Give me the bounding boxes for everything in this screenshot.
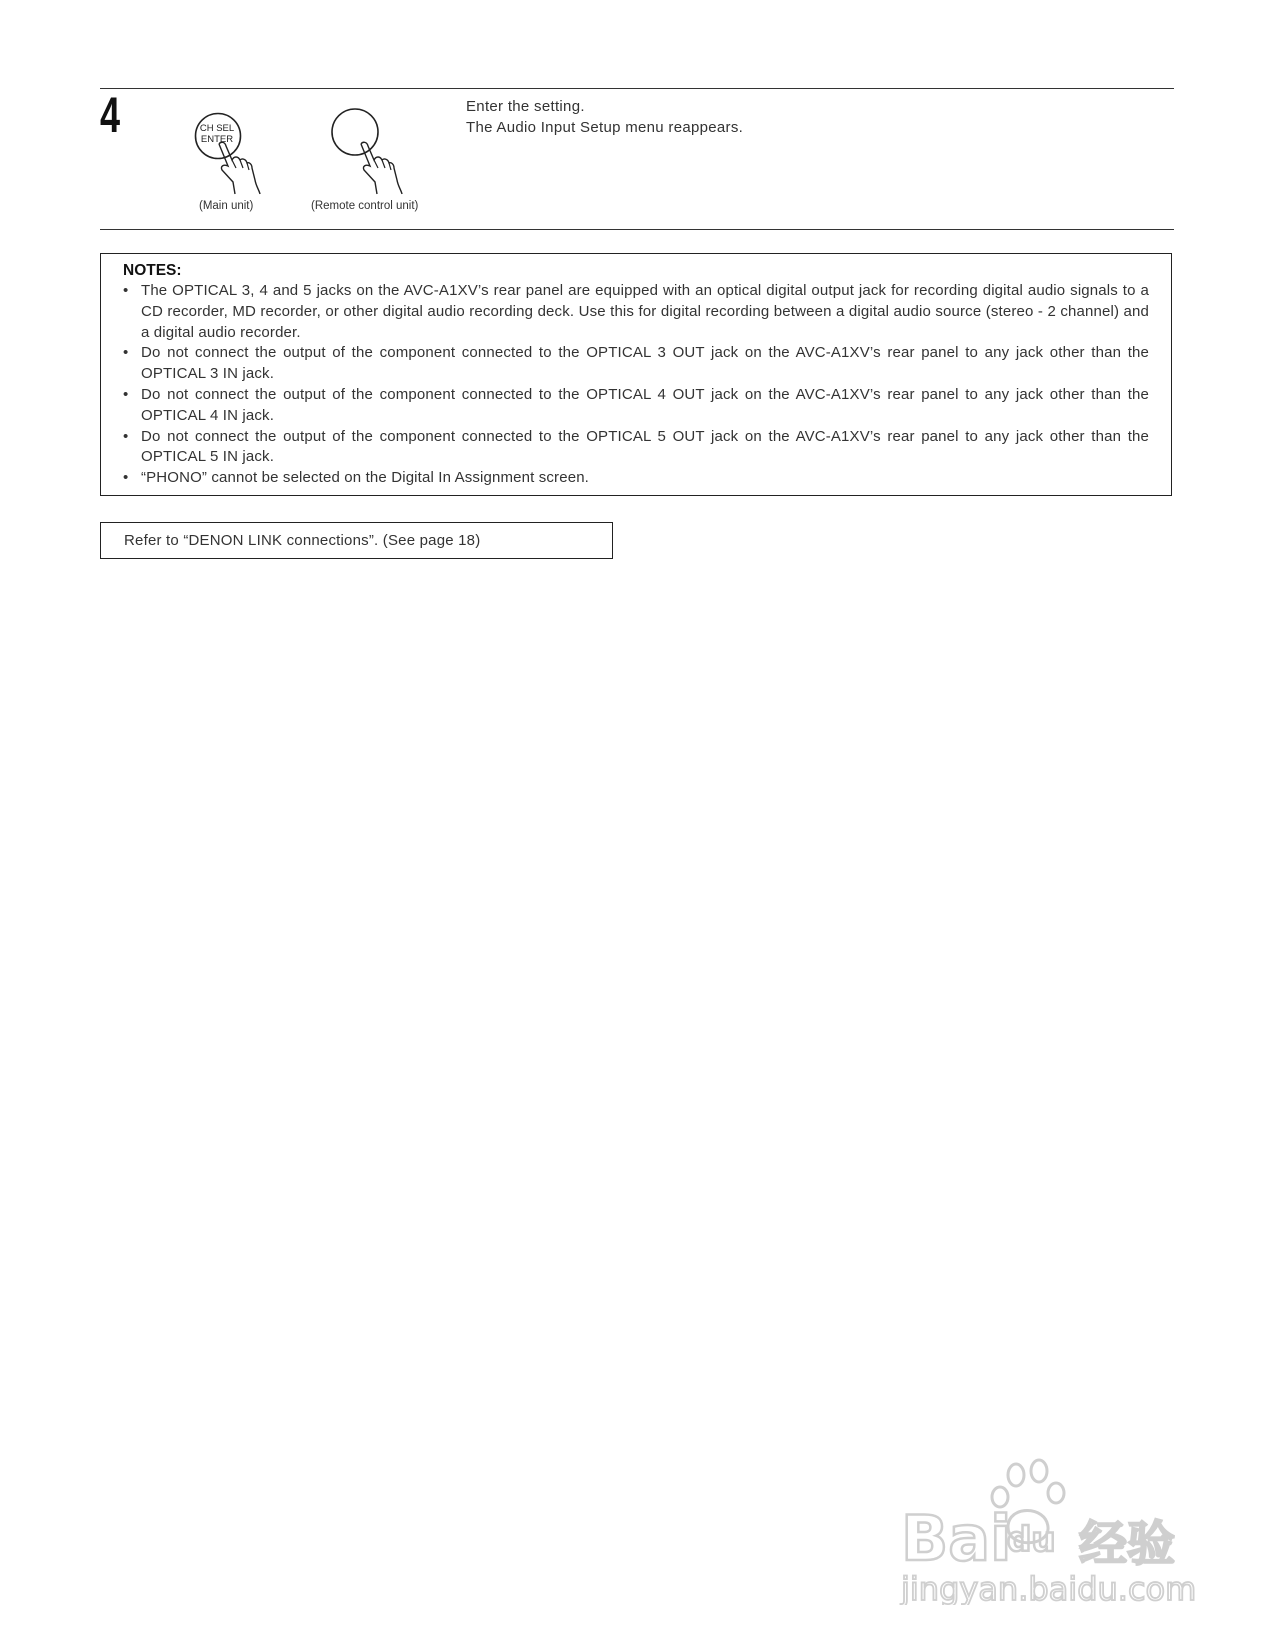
svg-text:du: du (1007, 1520, 1056, 1560)
main-unit-caption: (Main unit) (199, 200, 254, 212)
list-item: • Do not connect the output of the component connected to the OPTICAL 3 OUT jack on the AVC-A1XV’s rear panel to any jack other than the OPTICAL 3 IN jack. (123, 344, 1149, 383)
bottom-rule (100, 229, 1174, 230)
bullet: • (123, 385, 129, 403)
svg-text:ENTER: ENTER (200, 134, 234, 145)
step-number: 4 (100, 87, 121, 143)
bullet: • (123, 427, 129, 445)
notes-box (100, 253, 1172, 496)
notes-title: NOTES: (123, 262, 182, 279)
remote-enter-button-icon (327, 104, 412, 196)
list-item: • Do not connect the output of the component connected to the OPTICAL 4 OUT jack on the AVC-A1XV’s rear panel to any jack other than the OPTICAL 4 IN jack. (123, 385, 1149, 424)
main-unit-enter-button-icon (185, 104, 270, 196)
list-item: • “PHONO” cannot be selected on the Digital In Assignment screen. (123, 468, 1149, 489)
remote-caption: (Remote control unit) (311, 200, 419, 212)
svg-text:CH SEL: CH SEL (199, 123, 235, 134)
svg-text:Bai: Bai (901, 1502, 1012, 1575)
svg-text:经验: 经验 (1079, 1516, 1176, 1572)
bullet: • (123, 282, 129, 299)
bullet: • (123, 469, 129, 487)
instruction-line-1: Enter the setting. (466, 98, 585, 115)
list-item: • Do not connect the output of the component connected to the OPTICAL 5 OUT jack on the AVC-A1XV’s rear panel to any jack other than the OPTICAL 5 IN jack. (123, 427, 1149, 466)
instruction-line-2: The Audio Input Setup menu reappears. (466, 119, 744, 136)
svg-text:jingyan.baidu.com: jingyan.baidu.com (901, 1570, 1197, 1605)
list-item: • The OPTICAL 3, 4 and 5 jacks on the AVC-A1XV’s rear panel are equipped with an optical digital output jack for recording digital audio signals to a CD recorder, MD recorder, or other digital audio recording deck. Use this for digital recording between a digital audio source (stereo - 2 channel) and a digital audio recorder. (123, 282, 1149, 341)
top-rule (100, 88, 1174, 89)
bullet: • (123, 344, 129, 362)
baidu-watermark-logo (896, 1455, 1206, 1605)
step-instruction (466, 96, 743, 138)
notes-list (123, 281, 1149, 489)
reference-box: Refer to “DENON LINK connections”. (See page 18) (100, 522, 613, 559)
